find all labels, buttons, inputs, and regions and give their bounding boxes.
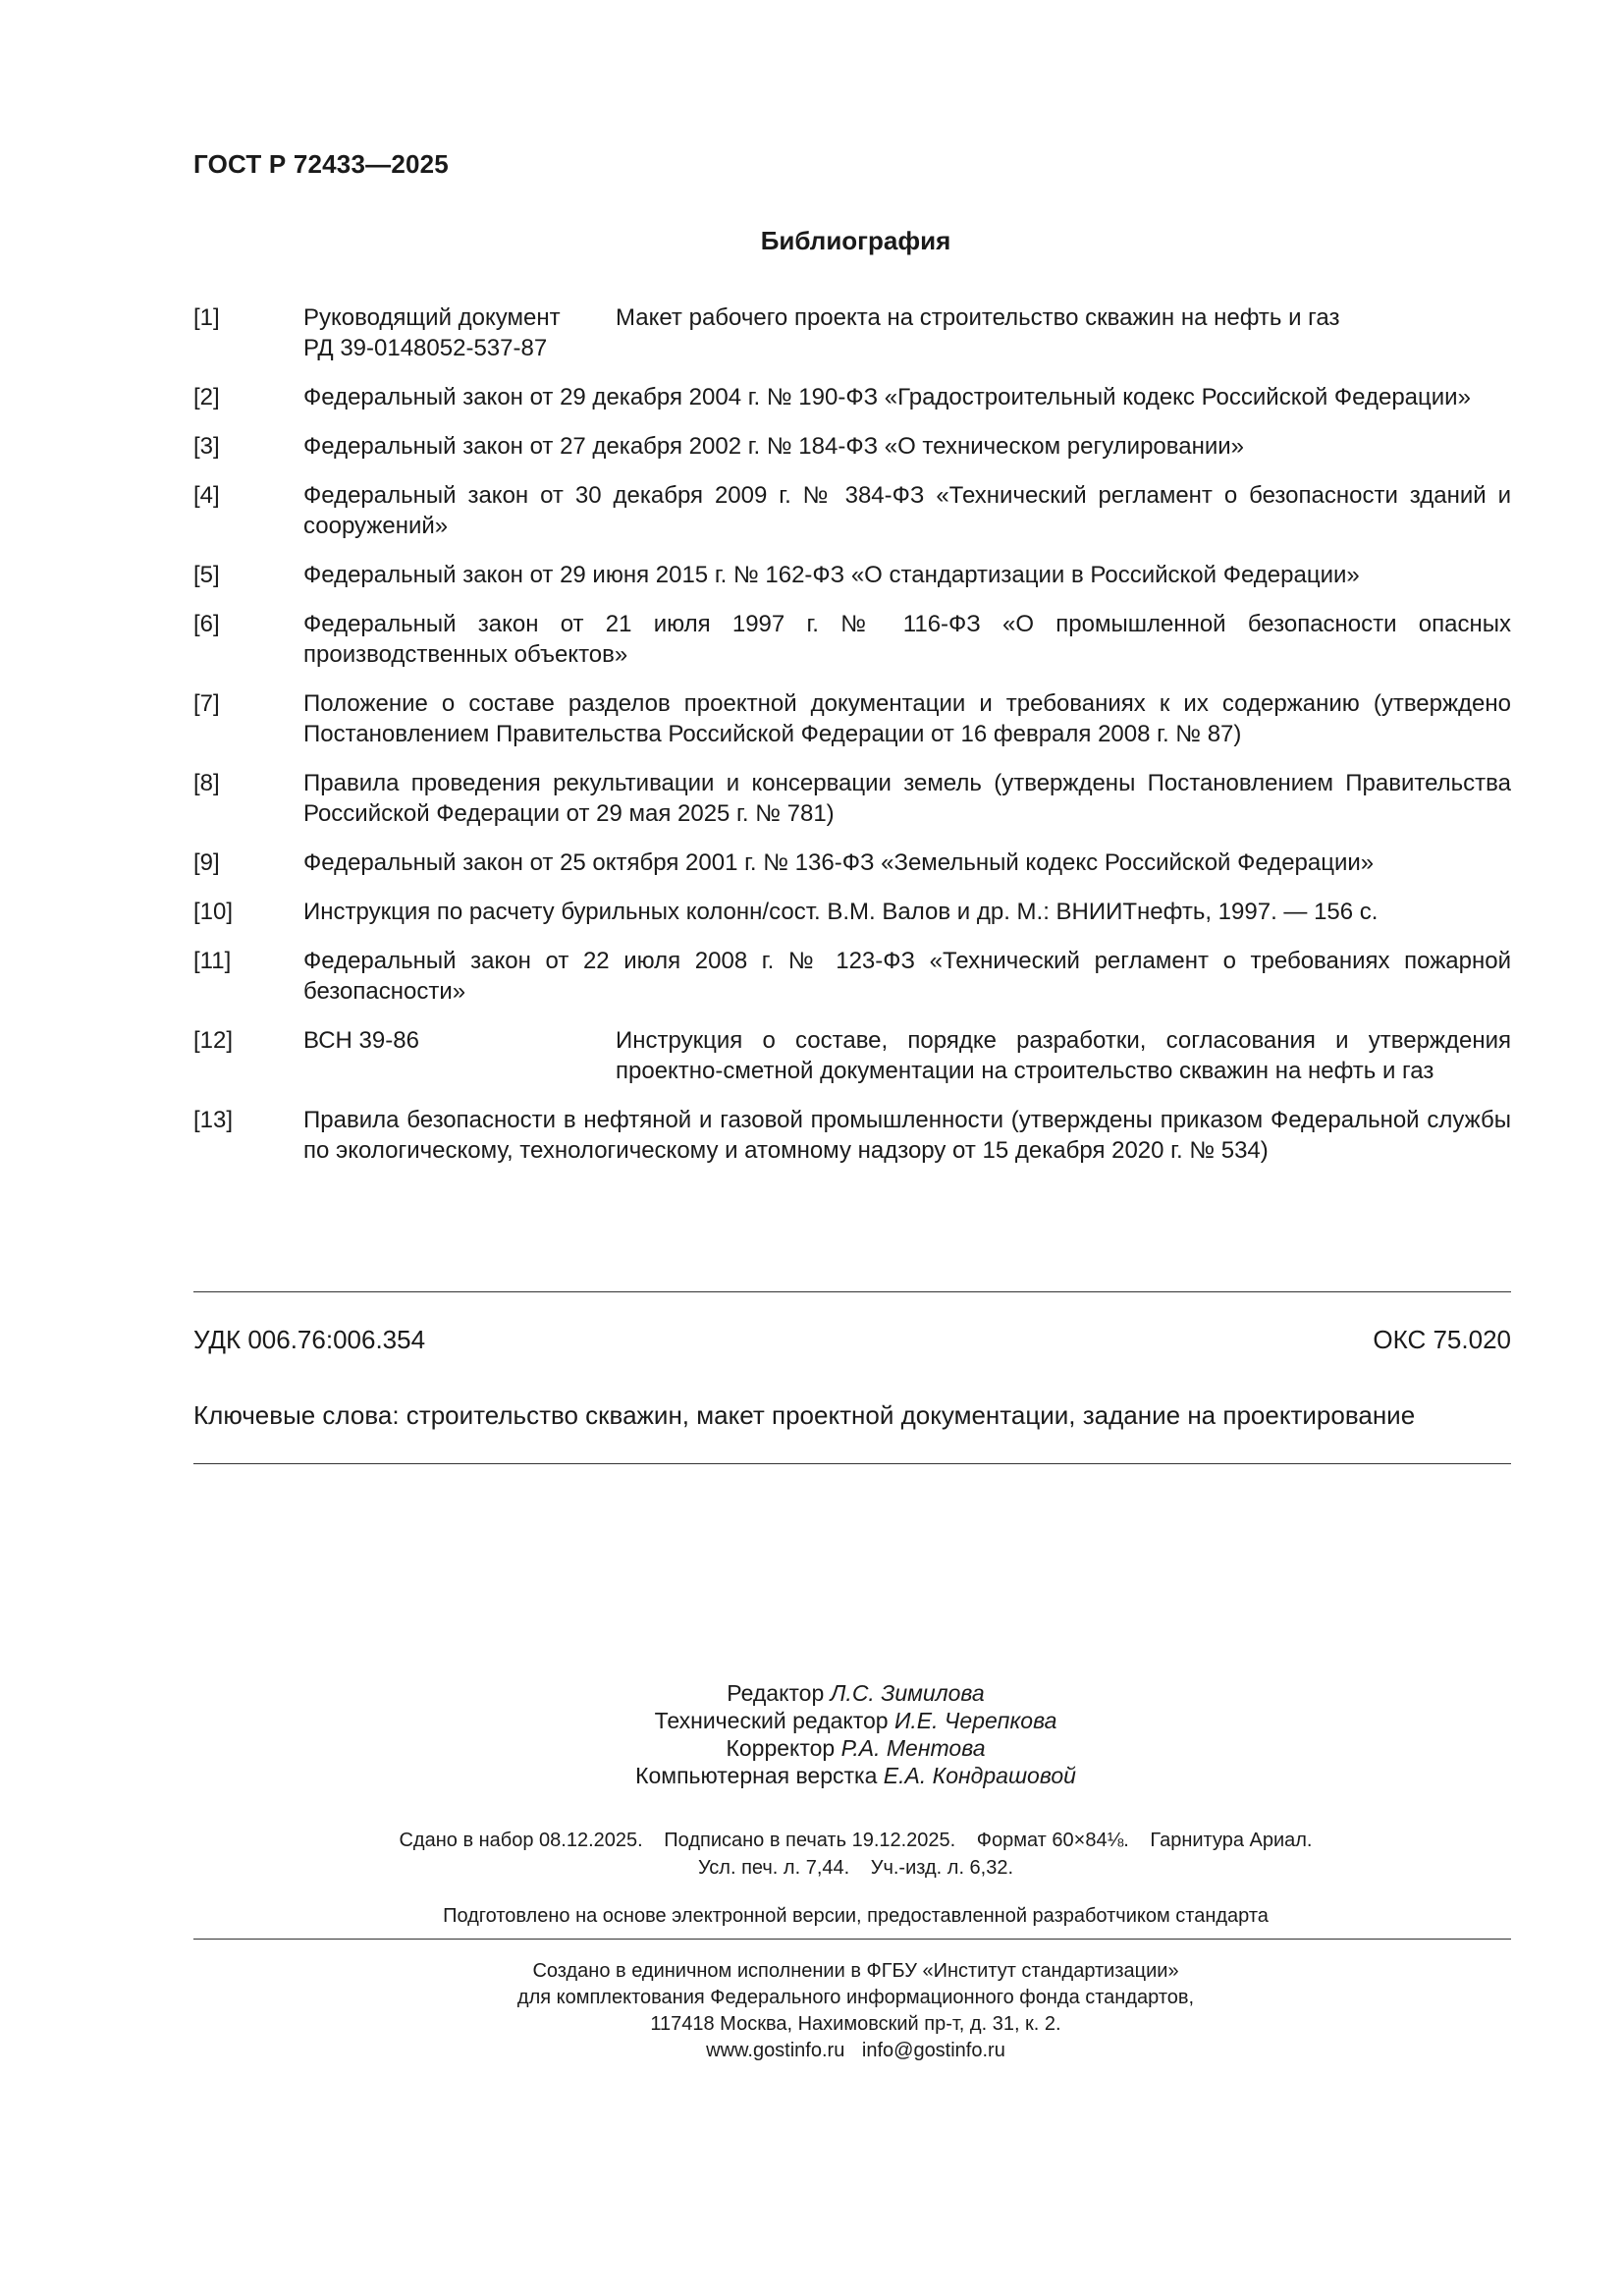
email-link[interactable]: info@gostinfo.ru	[861, 2040, 1005, 2061]
document-id: ГОСТ Р 72433—2025	[193, 149, 449, 179]
bibliography-entry	[193, 946, 1511, 1007]
credit-role: Компьютерная верстка	[635, 1763, 878, 1788]
credits-block	[0, 1679, 1623, 1789]
entry-description: Инструкция о составе, порядке разработки, согласования и утверждения проектно-сметной документации на строительство скважин на нефть и газ	[616, 1027, 1511, 1084]
entry-code-line: РД 39-0148052-537-87	[303, 335, 548, 361]
bibliography-entry	[193, 302, 1511, 363]
classification-row	[193, 1325, 1511, 1355]
entry-number: [1]	[193, 304, 220, 331]
website-link[interactable]: www.gostinfo.ru	[706, 2040, 845, 2061]
entry-text: Федеральный закон от 27 декабря 2002 г. № 184-ФЗ «О техническом регулировании»	[303, 433, 1245, 460]
credit-line	[88, 1762, 1623, 1789]
entry-number: [3]	[193, 433, 220, 460]
credit-role: Редактор	[727, 1680, 825, 1706]
entry-text: Федеральный закон от 22 июля 2008 г. № 123-ФЗ «Технический регламент о требованиях пожарной безопасности»	[303, 948, 1511, 1005]
entry-text: Положение о составе разделов проектной документации и требованиях к их содержанию (утверждено Постановлением Правительства Российской Федерации от 16 февраля 2008 г. № 87)	[303, 690, 1511, 747]
bibliography-entry	[193, 1025, 1511, 1086]
print-sheets: Усл. печ. л. 7,44.	[697, 1857, 850, 1879]
footer-contacts	[88, 2038, 1623, 2064]
footer-line: для комплектования Федерального информационного фонда стандартов,	[516, 1987, 1195, 2008]
bibliography-entry	[193, 609, 1511, 670]
publication-sheets: Уч.-изд. л. 6,32.	[870, 1857, 1014, 1879]
entry-code	[303, 1025, 616, 1086]
divider-footer	[193, 1939, 1511, 1940]
entry-text: Федеральный закон от 21 июля 1997 г. № 116-ФЗ «О промышленной безопасности опасных производственных объектов»	[303, 611, 1511, 668]
entry-text: Федеральный закон от 25 октября 2001 г. № 136-ФЗ «Земельный кодекс Российской Федерации»	[303, 849, 1375, 876]
bibliography-entry	[193, 768, 1511, 829]
publisher-footer	[0, 1958, 1623, 2064]
entry-text: Правила проведения рекультивации и консервации земель (утверждены Постановлением Правительства Российской Федерации от 29 мая 2025 г. № 781)	[303, 770, 1511, 827]
entry-number: [9]	[193, 849, 220, 876]
entry-text: Правила безопасности в нефтяной и газовой промышленности (утверждены приказом Федеральной службы по экологическому, технологическому и атомному надзору от 15 декабря 2020 г. № 534)	[303, 1107, 1511, 1164]
entry-number: [5]	[193, 562, 220, 588]
entry-number: [2]	[193, 384, 220, 410]
entry-number: [8]	[193, 770, 220, 796]
entry-number: [10]	[193, 899, 234, 925]
footer-line: Создано в единичном исполнении в ФГБУ «Институт стандартизации»	[532, 1960, 1179, 1982]
credit-line	[88, 1734, 1623, 1762]
submitted-date: Сдано в набор 08.12.2025.	[399, 1830, 643, 1851]
bibliography-entry	[193, 431, 1511, 462]
divider-keywords	[193, 1463, 1511, 1464]
print-info-line	[88, 1827, 1623, 1854]
print-info-line	[88, 1854, 1623, 1882]
divider-top	[193, 1291, 1511, 1292]
oks-code: ОКС 75.020	[1373, 1325, 1511, 1354]
bibliography-list	[193, 302, 1511, 1184]
entry-text: Федеральный закон от 29 июня 2015 г. № 162-ФЗ «О стандартизации в Российской Федерации»	[303, 562, 1360, 588]
typeface: Гарнитура Ариал.	[1150, 1830, 1313, 1851]
entry-code-line: ВСН 39-86	[303, 1027, 419, 1054]
credit-role: Корректор	[726, 1735, 836, 1761]
entry-code	[303, 302, 616, 363]
keywords: Ключевые слова: строительство скважин, макет проектной документации, задание на проектирование	[193, 1400, 1416, 1430]
bibliography-entry	[193, 897, 1511, 927]
bibliography-entry	[193, 382, 1511, 412]
entry-number: [6]	[193, 611, 220, 637]
entry-text: Федеральный закон от 30 декабря 2009 г. № 384-ФЗ «Технический регламент о безопасности зданий и сооружений»	[303, 482, 1511, 539]
credit-name: Р.А. Ментова	[840, 1735, 986, 1761]
credit-name: И.Е. Черепкова	[893, 1708, 1057, 1733]
credit-name: Л.С. Зимилова	[830, 1680, 985, 1706]
credit-role: Технический редактор	[654, 1708, 889, 1733]
entry-number: [13]	[193, 1107, 234, 1133]
print-info	[0, 1827, 1623, 1882]
footer-line: 117418 Москва, Нахимовский пр-т, д. 31, к. 2.	[650, 2013, 1061, 2035]
entry-description: Макет рабочего проекта на строительство скважин на нефть и газ	[616, 304, 1340, 331]
entry-text: Федеральный закон от 29 декабря 2004 г. № 190-ФЗ «Градостроительный кодекс Российской Федерации»	[303, 384, 1471, 410]
bibliography-entry	[193, 847, 1511, 878]
prepared-note: Подготовлено на основе электронной версии, предоставленной разработчиком стандарта	[443, 1905, 1269, 1927]
entry-number: [7]	[193, 690, 220, 717]
bibliography-entry	[193, 1105, 1511, 1166]
udk-code: УДК 006.76:006.354	[193, 1325, 426, 1354]
credit-line	[88, 1679, 1623, 1707]
entry-text: Инструкция по расчету бурильных колонн/сост. В.М. Валов и др. М.: ВНИИТнефть, 1997. — 156 с.	[303, 899, 1379, 925]
signed-date: Подписано в печать 19.12.2025.	[664, 1830, 956, 1851]
credit-name: Е.А. Кондрашовой	[883, 1763, 1076, 1788]
print-format: Формат 60×84⅛.	[976, 1830, 1129, 1851]
bibliography-entry	[193, 688, 1511, 749]
bibliography-entry	[193, 560, 1511, 590]
entry-number: [11]	[193, 948, 232, 974]
entry-number: [4]	[193, 482, 220, 509]
bibliography-title: Библиография	[760, 226, 951, 255]
bibliography-entry	[193, 480, 1511, 541]
credit-line	[88, 1707, 1623, 1734]
entry-code-line: Руководящий документ	[303, 304, 561, 331]
entry-number: [12]	[193, 1027, 234, 1054]
